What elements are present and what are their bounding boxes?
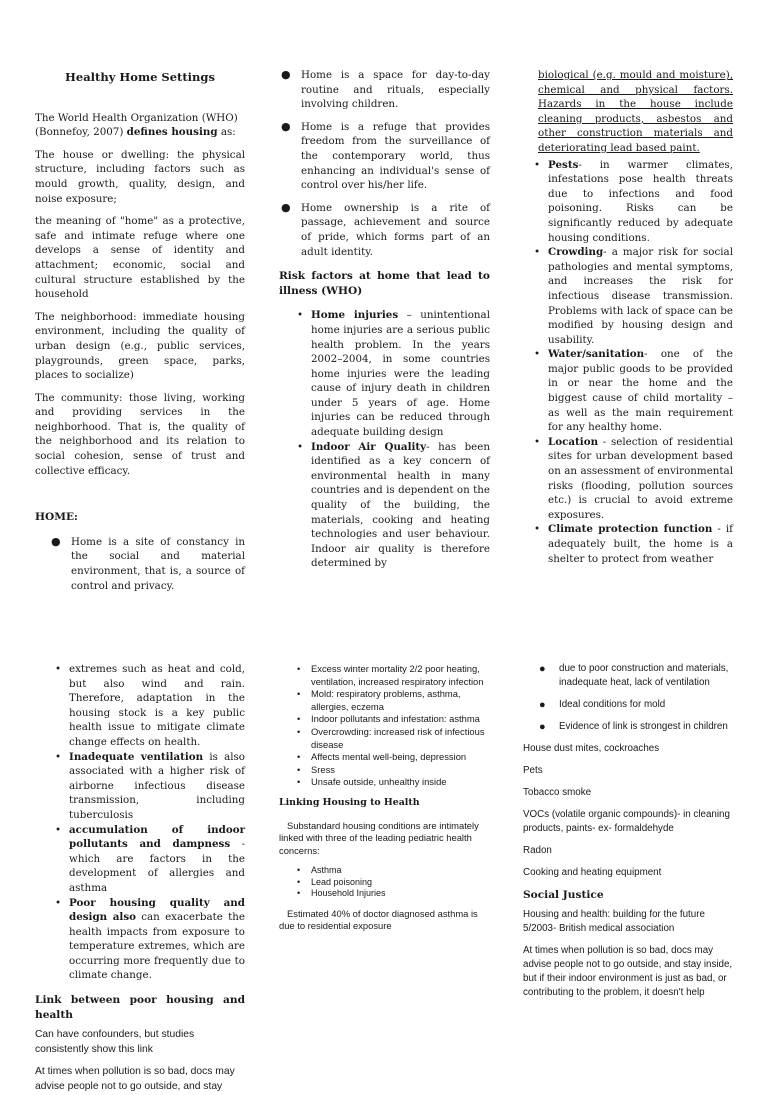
link-heading: Link between poor housing and health bbox=[35, 994, 245, 1021]
home-bullet-constancy: ● Home is a site of constancy in the social and material environment, that is, a source of control and privacy. bbox=[49, 535, 245, 593]
risk-indoor-air-quality: • Indoor Air Quality- has been identified as a key concern of environmental health in many countries and is dependent on the quality of the building, the materials, cooking and heating technologies and user behaviour. Indoor air quality is therefore determined by bbox=[293, 440, 490, 571]
pediatric-concerns-list bbox=[293, 865, 491, 900]
radon: Radon bbox=[523, 845, 552, 856]
asthma-causes-list bbox=[537, 662, 735, 734]
pediatric-concern-item: • Household Injuries bbox=[293, 888, 491, 900]
who-defines-housing: defines housing bbox=[126, 126, 218, 139]
column-bottom-middle bbox=[279, 663, 491, 1024]
column-top-right bbox=[538, 68, 733, 565]
column-bottom-right bbox=[523, 662, 735, 1024]
asthma-estimate: Estimated 40% of doctor diagnosed asthma is due to residential exposure bbox=[279, 907, 478, 932]
risk-factors-list-continued bbox=[530, 158, 733, 567]
risk-factors-list bbox=[293, 308, 490, 571]
bullet-ownership: ● Home ownership is a rite of passage, achievement and source of pride, which forms part of an adult identity. bbox=[279, 201, 490, 259]
home-meaning-paragraph: the meaning of "home" as a protective, safe and intimate refuge where one develops a sense of identity and attachment; economic, social and cultural structure established by the household bbox=[35, 215, 245, 301]
home-meaning-bullets bbox=[279, 68, 490, 259]
home-bullet-list bbox=[49, 535, 245, 593]
social-justice-heading: Social Justice bbox=[523, 889, 604, 901]
iaq-continuation: biological (e.g. mould and moisture), chemical and physical factors. Hazards in the house include cleaning products, asbestos and other construction materials and deteriorating lead based paint. bbox=[538, 69, 733, 154]
health-effect-item: • Excess winter mortality 2/2 poor heating, ventilation, increased respiratory infection bbox=[293, 663, 491, 688]
linking-heading: Linking Housing to Health bbox=[279, 796, 420, 808]
risk-factors-heading: Risk factors at home that lead to illness (WHO) bbox=[279, 270, 490, 297]
risk-climate-protection: • Climate protection function - if adequately built, the home is a shelter to protect from weather bbox=[530, 522, 733, 566]
dust-mites: House dust mites, cockroaches bbox=[523, 743, 660, 754]
health-effect-item: • Affects mental well-being, depression bbox=[293, 751, 491, 764]
column-bottom-left bbox=[35, 662, 245, 1093]
pollution-indoor: At times when pollution is so bad, docs may advise people not to go outside, and stay inside, but if their indoor environment is just as bad, or contributing to the problem, it doesn't help bbox=[523, 945, 733, 998]
indoor-pollutants-dampness: • accumulation of indoor pollutants and dampness - which are factors in the development of allergies and asthma bbox=[51, 823, 245, 896]
health-effect-item: • Unsafe outside, unhealthy inside bbox=[293, 776, 491, 789]
home-heading: HOME: bbox=[35, 511, 78, 524]
asthma-cause-item: ● Ideal conditions for mold bbox=[537, 698, 735, 712]
pollution-paragraph: At times when pollution is so bad, docs may advise people not to go outside, and stay bbox=[35, 1066, 235, 1093]
pediatric-concern-item: • Lead poisoning bbox=[293, 877, 491, 889]
health-effect-item: • Indoor pollutants and infestation: asthma bbox=[293, 713, 491, 726]
pediatric-concern-item: • Asthma bbox=[293, 865, 491, 877]
housing-future: Housing and health: building for the future 5/2003- British medical association bbox=[523, 909, 705, 934]
pets: Pets bbox=[523, 765, 543, 776]
risk-home-injuries: • Home injuries – unintentional home injuries are a serious public health problem. In the years 2002–2004, in some countries home injuries were the leading cause of injury death in children under 5 years of age. Home injuries can be reduced through adequate building design bbox=[293, 308, 490, 439]
who-intro: The World Health Organization (WHO) (Bonnefoy, 2007) defines housing as: bbox=[35, 111, 238, 139]
inadequate-ventilation: • Inadequate ventilation is also associated with a higher risk of airborne infectious disease transmission, including tuberculosis bbox=[51, 750, 245, 823]
cooking-heating: Cooking and heating equipment bbox=[523, 867, 662, 878]
bullet-routine: ● Home is a space for day-to-day routine and rituals, especially involving children. bbox=[279, 68, 490, 112]
health-effect-item: • Sress bbox=[293, 764, 491, 777]
risk-location: • Location - selection of residential sites for urban development based on an assessment of environmental risks (flooding, pollution sources etc.) is crucial to avoid extreme exposures. bbox=[530, 435, 733, 523]
column-top-left bbox=[35, 70, 245, 592]
risk-pests: • Pests- in warmer climates, infestations pose health threats due to infections and food poisoning. Risks can be significantly reduced by adequate housing conditions. bbox=[530, 158, 733, 246]
neighborhood-paragraph: The neighborhood: immediate housing environment, including the quality of urban design (e.g., public services, playgrounds, green space, parks, places to socialize) bbox=[35, 310, 245, 382]
vocs: VOCs (volatile organic compounds)- in cleaning products, paints- ex- formaldehyde bbox=[523, 809, 730, 834]
column-top-middle bbox=[279, 68, 490, 570]
confounders-paragraph: Can have confounders, but studies consistently show this link bbox=[35, 1029, 195, 1055]
community-paragraph: The community: those living, working and providing services in the neighborhood. That is, the quality of the neighborhood and its relation to social cohesion, sense of trust and collective efficacy. bbox=[35, 391, 245, 477]
health-effect-item: • Overcrowding: increased risk of infectious disease bbox=[293, 726, 491, 751]
page-title: Healthy Home Settings bbox=[65, 70, 215, 84]
climate-continuation: • extremes such as heat and cold, but also wind and rain. Therefore, adaptation in the housing stock is a key public health issue to mitigate climate change effects on health. bbox=[51, 662, 245, 750]
risk-crowding: • Crowding- a major risk for social pathologies and mental symptoms, and increases the risk for infectious disease transmission. Problems with lack of space can be modified by housing design and usability. bbox=[530, 245, 733, 347]
tobacco-smoke: Tobacco smoke bbox=[523, 787, 592, 798]
risk-water-sanitation: • Water/sanitation- one of the major public goods to be provided in or near the home and the biggest cause of child mortality – as well as the main requirement for any healthy home. bbox=[530, 347, 733, 435]
house-paragraph: The house or dwelling: the physical structure, including factors such as mould growth, quality, design, and noise exposure; bbox=[35, 148, 245, 205]
poor-housing-quality: • Poor housing quality and design also can exacerbate the health impacts from exposure to temperature extremes, which are occurring more frequently due to climate change. bbox=[51, 896, 245, 984]
linking-paragraph: Substandard housing conditions are intimately linked with three of the leading pediatric health concerns: bbox=[279, 819, 479, 856]
health-effects-list bbox=[293, 663, 491, 789]
asthma-cause-item: ● due to poor construction and materials, inadequate heat, lack of ventilation bbox=[537, 662, 735, 690]
health-effect-item: • Mold: respiratory problems, asthma, allergies, eczema bbox=[293, 688, 491, 713]
climate-list bbox=[51, 662, 245, 983]
asthma-cause-item: ● Evidence of link is strongest in children bbox=[537, 720, 735, 734]
bullet-refuge: ● Home is a refuge that provides freedom from the surveillance of the contemporary world, thus enhancing an individual's sense of control over his/her life. bbox=[279, 120, 490, 193]
